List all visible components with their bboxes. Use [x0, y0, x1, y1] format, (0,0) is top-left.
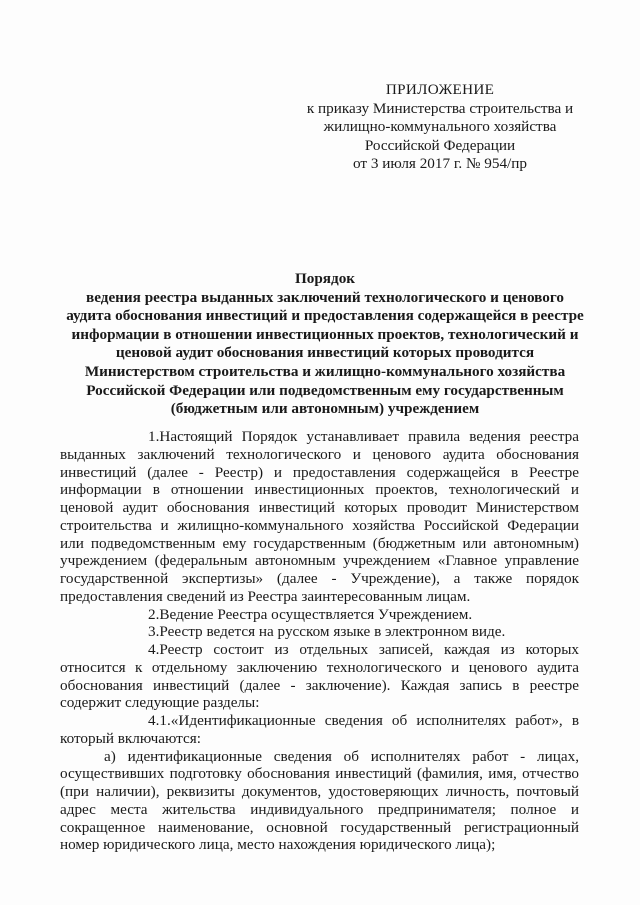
- document-title-line: Российской Федерации или подведомственным ему государственным: [86, 381, 564, 399]
- appendix-line-1: к приказу Министерства строительства и: [306, 99, 574, 117]
- document-title: [60, 270, 590, 419]
- appendix-title: ПРИЛОЖЕНИЕ: [385, 81, 495, 98]
- paragraph-text: а) идентификационные сведения об исполнителях работ - лицах, осуществивших подготовку обоснования инвестиций (фамилия, имя, отчество (при наличии), реквизиты документов, удостоверяющих личность, почтовый адрес места жительства индивидуального предпринимателя; полное и сокращенное наименование, основной государственный регистрационный номер юридического лица, место нахождения юридического лица);: [60, 747, 579, 854]
- paragraph-4-1: [60, 712, 579, 748]
- document-title-line: ведения реестра выданных заключений технологического и ценового: [86, 288, 564, 306]
- paragraph-4-1-a: [60, 748, 579, 855]
- document-title-line: информации в отношении инвестиционных проектов, технологический и: [71, 325, 579, 343]
- paragraph-number: 4.: [148, 641, 160, 658]
- paragraph-text: Реестр состоит из отдельных записей, каждая из которых относится к отдельному заключению технологического и ценового аудита обоснования инвестиций (далее - заключение). Каждая запись в реестре содержит следующие разделы:: [60, 641, 579, 712]
- document-title-line: ценовой аудит обоснования инвестиций которых проводится: [115, 344, 535, 362]
- paragraph-text: «Идентификационные сведения об исполнителях работ», в который включаются:: [60, 712, 579, 747]
- document-title-line: (бюджетным или автономным) учреждением: [170, 400, 480, 418]
- appendix-line-3: Российской Федерации: [364, 136, 516, 154]
- paragraph-1: [60, 428, 579, 606]
- paragraph-number: 2.: [148, 605, 160, 623]
- document-title-line: Министерством строительства и жилищно-коммунального хозяйства: [84, 362, 566, 380]
- appendix-date-number: от 3 июля 2017 г. № 954/пр: [353, 155, 527, 173]
- document-body: [60, 428, 579, 854]
- paragraph-number: 3.: [148, 623, 160, 641]
- paragraph-number: 4.1.: [148, 712, 171, 729]
- document-title-heading: Порядок: [294, 270, 356, 287]
- paragraph-text: Ведение Реестра осуществляется Учреждением.: [159, 605, 473, 623]
- paragraph-2: [60, 606, 579, 624]
- appendix-line-2: жилищно-коммунального хозяйства: [323, 118, 557, 136]
- paragraph-text: Реестр ведется на русском языке в электронном виде.: [159, 623, 506, 641]
- paragraph-3: [60, 623, 579, 641]
- paragraph-number: 1.: [148, 428, 160, 445]
- appendix-header: [290, 81, 590, 174]
- paragraph-text: Настоящий Порядок устанавливает правила ведения реестра выданных заключений технологического и ценового аудита обоснования инвестиций (далее - Реестр) и предоставления содержащейся в Реестре информации в отношении инвестиционных проектов, технологический и ценовой аудит обоснования инвестиций которых проводит Министерством строительства и жилищно-коммунального хозяйства Российской Федерации или подведомственным ему государственным (бюджетным или автономным) учреждением (федеральным автономным учреждением «Главное управление государственной экспертизы» (далее - Учреждение), а также порядок предоставления сведений из Реестра заинтересованным лицам.: [60, 428, 579, 605]
- document-title-line: аудита обоснования инвестиций и предоставления содержащейся в реестре: [66, 307, 584, 325]
- paragraph-4: [60, 641, 579, 712]
